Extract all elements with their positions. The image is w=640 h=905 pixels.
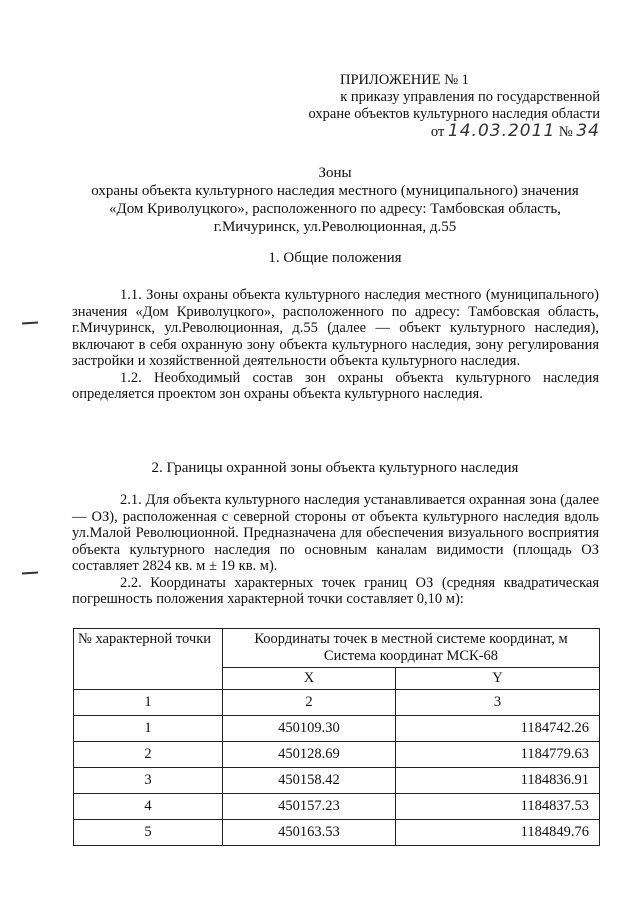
paragraph-2-1: 2.1. Для объекта культурного наследия устанавливается охранная зона (далее — ОЗ), расположенная с северной стороны от объекта культурного наследия вдоль ул.Малой Революционной. Предназначена для обеспечения визуального восприятия объекта культурного наследия по основным каналам видимости (площадь ОЗ составляет 2824 кв. м ± 19 кв. м). [72, 492, 599, 574]
margin-mark [22, 571, 38, 574]
point-number: 1 [74, 716, 223, 742]
paragraph-2-2: 2.2. Координаты характерных точек границ ОЗ (средняя квадратическая погрешность положения характерной точки составляет 0,10 м): [72, 574, 599, 607]
coordinates-header-line-1: Координаты точек в местной системе координат, м [254, 631, 568, 647]
title-line-4: г.Мичуринск, ул.Революционная, д.55 [213, 219, 457, 235]
margin-mark [22, 321, 38, 324]
paragraph-1-1: 1.1. Зоны охраны объекта культурного наследия местного (муниципального) значения «Дом Криволуцкого», расположенного по адресу: Тамбовская область, г.Мичуринск, ул.Революционная, д.55 (далее — объект культурного наследия), включают в себя охранную зону объекта культурного наследия, зону регулирования застройки и хозяйственной деятельности объекта культурного наследия. [72, 287, 599, 369]
x-value: 450128.69 [223, 742, 396, 768]
x-header: X [223, 668, 396, 690]
point-number-header: № характерной точки [74, 629, 223, 690]
paragraph-1-2: 1.2. Необходимый состав зон охраны объекта культурного наследия определяется проектом зон охраны объекта культурного наследия. [72, 369, 599, 402]
table-row [74, 768, 600, 794]
department-line: охране объектов культурного наследия области [308, 106, 600, 122]
title-line-1: Зоны [318, 165, 352, 181]
table-row [74, 742, 600, 768]
y-value: 1184849.76 [395, 820, 599, 846]
date-prefix: от [430, 124, 445, 140]
appendix-header [300, 72, 600, 141]
order-line: к приказу управления по государственной [340, 89, 600, 105]
y-value: 1184779.63 [395, 742, 599, 768]
title-line-2: охраны объекта культурного наследия местного (муниципального) значения [91, 183, 579, 199]
coordinates-table [73, 628, 600, 846]
handwritten-date: 14.03.2011 [447, 121, 556, 141]
section-1-heading: 1. Общие положения [268, 250, 402, 266]
x-value: 450163.53 [223, 820, 396, 846]
date-line [300, 123, 600, 141]
x-value: 450158.42 [223, 768, 396, 794]
y-header: Y [395, 668, 599, 690]
point-number: 2 [74, 742, 223, 768]
table-cell: 2 [223, 690, 396, 716]
x-value: 450109.30 [223, 716, 396, 742]
number-prefix: № [558, 124, 573, 140]
section-2-heading: 2. Границы охранной зоны объекта культурного наследия [151, 460, 519, 476]
y-value: 1184837.53 [395, 794, 599, 820]
point-number: 5 [74, 820, 223, 846]
section-1-body [72, 287, 599, 403]
x-value: 450157.23 [223, 794, 396, 820]
y-value: 1184742.26 [395, 716, 599, 742]
appendix-number: ПРИЛОЖЕНИЕ № 1 [340, 72, 469, 88]
y-value: 1184836.91 [395, 768, 599, 794]
document-title [70, 164, 600, 236]
coordinates-header [223, 629, 600, 668]
title-line-3: «Дом Криволуцкого», расположенного по адресу: Тамбовская область, [108, 201, 562, 217]
table-row [74, 716, 600, 742]
coordinates-header-line-2: Система координат МСК-68 [323, 648, 499, 664]
point-number: 4 [74, 794, 223, 820]
point-number: 3 [74, 768, 223, 794]
table-index-row [74, 690, 600, 716]
table-row [74, 794, 600, 820]
table-cell: 1 [74, 690, 223, 716]
section-2-body [72, 492, 599, 608]
handwritten-number: 34 [576, 121, 600, 141]
table-cell: 3 [395, 690, 599, 716]
table-row [74, 820, 600, 846]
